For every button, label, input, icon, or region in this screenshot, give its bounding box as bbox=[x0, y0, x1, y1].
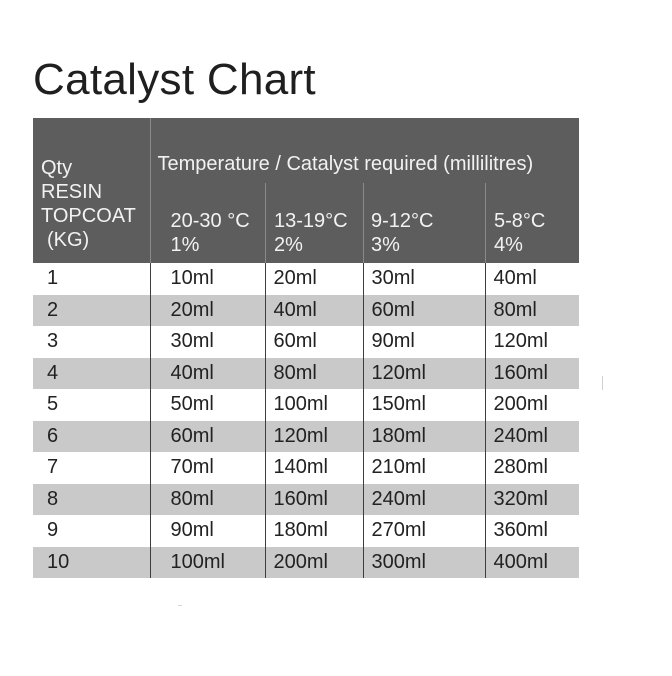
table-row bbox=[33, 389, 579, 421]
catalyst-cell: 160ml bbox=[485, 358, 579, 390]
catalyst-cell: 120ml bbox=[265, 421, 363, 453]
temp-column-header bbox=[486, 183, 580, 263]
temp-percent: 2% bbox=[274, 234, 303, 256]
catalyst-cell: 180ml bbox=[265, 515, 363, 547]
table-row bbox=[33, 547, 579, 579]
catalyst-table-grid bbox=[33, 118, 579, 578]
table-row bbox=[33, 326, 579, 358]
temperature-header bbox=[150, 118, 579, 263]
catalyst-cell: 100ml bbox=[150, 547, 265, 579]
temp-range: 13-19°C bbox=[274, 210, 348, 232]
catalyst-table bbox=[33, 118, 579, 580]
edge-mark bbox=[602, 376, 603, 390]
catalyst-cell: 80ml bbox=[265, 358, 363, 390]
catalyst-cell: 80ml bbox=[150, 484, 265, 516]
qty-cell: 2 bbox=[33, 295, 150, 327]
table-row bbox=[33, 263, 579, 295]
catalyst-cell: 140ml bbox=[265, 452, 363, 484]
catalyst-cell: 320ml bbox=[485, 484, 579, 516]
qty-header-line: Qty bbox=[41, 157, 73, 179]
catalyst-cell: 180ml bbox=[363, 421, 485, 453]
catalyst-cell: 360ml bbox=[485, 515, 579, 547]
catalyst-cell: 60ml bbox=[363, 295, 485, 327]
catalyst-cell: 150ml bbox=[363, 389, 485, 421]
table-body bbox=[33, 263, 579, 578]
catalyst-cell: 400ml bbox=[485, 547, 579, 579]
catalyst-cell: 70ml bbox=[150, 452, 265, 484]
qty-cell: 3 bbox=[33, 326, 150, 358]
table-row bbox=[33, 484, 579, 516]
catalyst-cell: 300ml bbox=[363, 547, 485, 579]
catalyst-cell: 30ml bbox=[150, 326, 265, 358]
tiny-mark bbox=[178, 605, 182, 606]
catalyst-cell: 270ml bbox=[363, 515, 485, 547]
catalyst-cell: 100ml bbox=[265, 389, 363, 421]
temp-percent: 4% bbox=[494, 234, 523, 256]
catalyst-cell: 280ml bbox=[485, 452, 579, 484]
catalyst-cell: 120ml bbox=[363, 358, 485, 390]
catalyst-cell: 200ml bbox=[485, 389, 579, 421]
temp-column-header bbox=[266, 183, 364, 263]
qty-header-line: TOPCOAT bbox=[41, 205, 136, 227]
table-row bbox=[33, 421, 579, 453]
temp-percent: 1% bbox=[170, 234, 200, 256]
catalyst-cell: 20ml bbox=[150, 295, 265, 327]
catalyst-cell: 10ml bbox=[150, 263, 265, 295]
catalyst-cell: 60ml bbox=[150, 421, 265, 453]
qty-cell: 6 bbox=[33, 421, 150, 453]
catalyst-cell: 40ml bbox=[265, 295, 363, 327]
temp-column-header bbox=[364, 183, 486, 263]
qty-cell: 4 bbox=[33, 358, 150, 390]
catalyst-cell: 30ml bbox=[363, 263, 485, 295]
qty-cell: 5 bbox=[33, 389, 150, 421]
catalyst-cell: 50ml bbox=[150, 389, 265, 421]
catalyst-cell: 200ml bbox=[265, 547, 363, 579]
qty-cell: 7 bbox=[33, 452, 150, 484]
qty-cell: 8 bbox=[33, 484, 150, 516]
catalyst-cell: 240ml bbox=[485, 421, 579, 453]
temperature-subheader bbox=[151, 183, 580, 263]
catalyst-cell: 160ml bbox=[265, 484, 363, 516]
table-row bbox=[33, 358, 579, 390]
temp-percent: 3% bbox=[371, 234, 400, 256]
temperature-banner: Temperature / Catalyst required (millilitres) bbox=[157, 153, 534, 175]
catalyst-cell: 40ml bbox=[485, 263, 579, 295]
temp-column-header bbox=[151, 183, 266, 263]
qty-cell: 10 bbox=[33, 547, 150, 579]
catalyst-cell: 90ml bbox=[363, 326, 485, 358]
qty-cell: 1 bbox=[33, 263, 150, 295]
page-title: Catalyst Chart bbox=[33, 55, 316, 104]
catalyst-cell: 20ml bbox=[265, 263, 363, 295]
catalyst-cell: 210ml bbox=[363, 452, 485, 484]
table-row bbox=[33, 515, 579, 547]
catalyst-cell: 90ml bbox=[150, 515, 265, 547]
table-row bbox=[33, 295, 579, 327]
catalyst-cell: 120ml bbox=[485, 326, 579, 358]
catalyst-cell: 60ml bbox=[265, 326, 363, 358]
qty-header-line: (KG) bbox=[47, 229, 90, 251]
temp-range: 20-30 °C bbox=[170, 210, 250, 232]
temp-range: 5-8°C bbox=[494, 210, 546, 232]
qty-header-line: RESIN bbox=[41, 181, 103, 203]
catalyst-cell: 240ml bbox=[363, 484, 485, 516]
table-row bbox=[33, 452, 579, 484]
qty-header bbox=[33, 118, 150, 263]
qty-cell: 9 bbox=[33, 515, 150, 547]
catalyst-cell: 40ml bbox=[150, 358, 265, 390]
catalyst-cell: 80ml bbox=[485, 295, 579, 327]
temp-range: 9-12°C bbox=[371, 210, 434, 232]
